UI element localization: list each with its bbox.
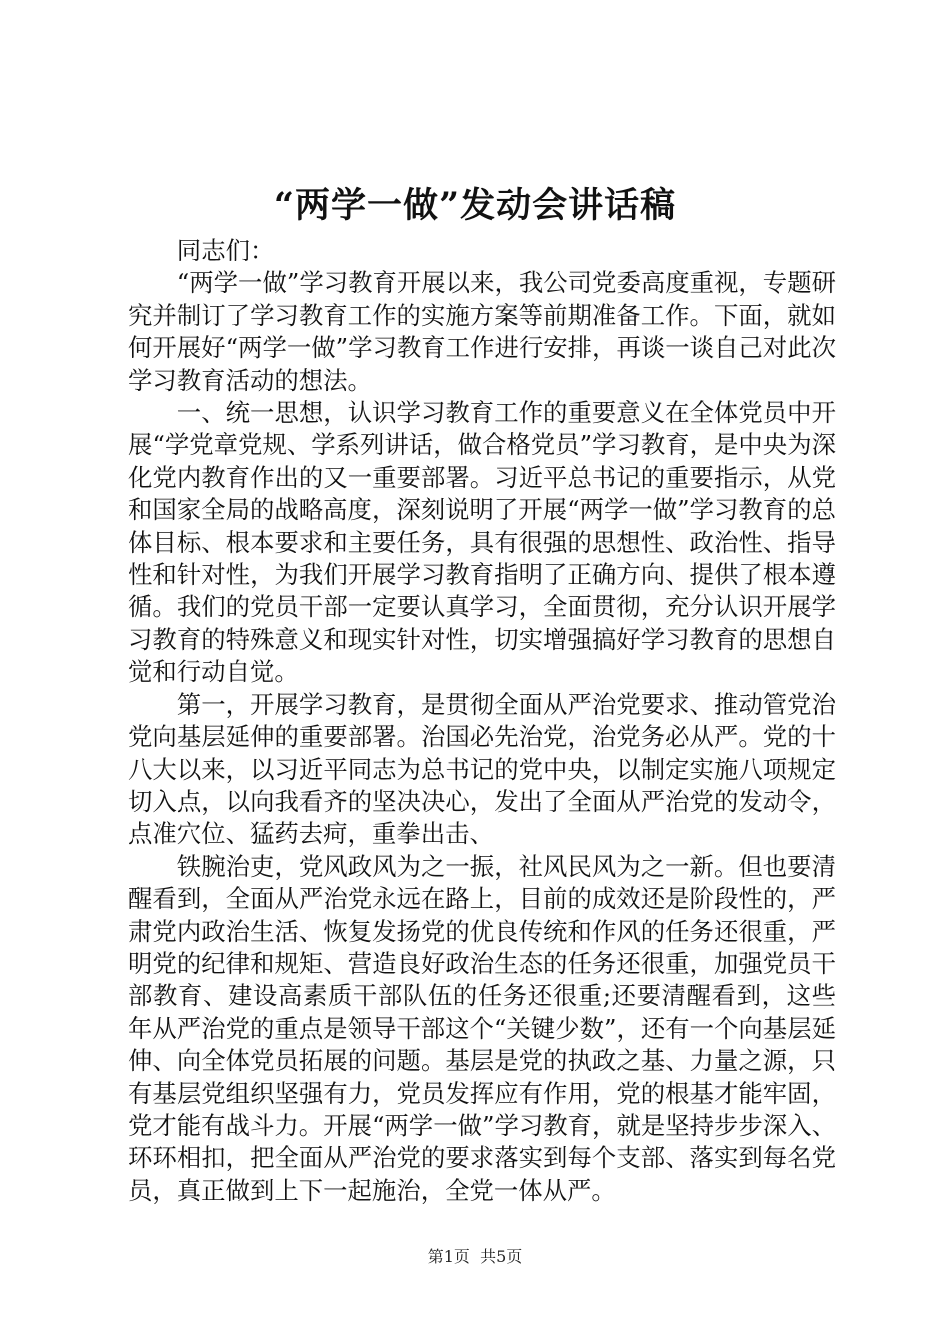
page-footer — [0, 1244, 950, 1267]
section-one-paragraph: 一、统一思想，认识学习教育工作的重要意义在全体党员中开展“学党章党规、学系列讲话，做合格党员”学习教育，是中央为深化党内教育作出的又一重要部署。习近平总书记的重要指示，从党和国家全局的战略高度，深刻说明了开展“两学一做”学习教育的总体目标、根本要求和主要任务，具有很强的思想性、政治性、指导性和针对性，为我们开展学习教育指明了正确方向、提供了根本遵循。我们的党员干部一定要认真学习，全面贯彻，充分认识开展学习教育的特殊意义和现实针对性，切实增强搞好学习教育的思想自觉和行动自觉。 — [128, 398, 836, 687]
document-body — [128, 235, 836, 1207]
page-indicator: 第1页 共5页 — [427, 1247, 523, 1266]
salutation-paragraph: 同志们： — [176, 236, 275, 265]
point-one-paragraph: 第一，开展学习教育，是贯彻全面从严治党要求、推动管党治党向基层延伸的重要部署。治国必先治党，治党务必从严。党的十八大以来，以习近平同志为总书记的党中央，以制定实施八项规定切入点，以向我看齐的坚决决心，发出了全面从严治党的发动令，点准穴位、猛药去疴，重拳出击、 — [128, 689, 836, 849]
intro-paragraph: “两学一做”学习教育开展以来，我公司党委高度重视，专题研究并制订了学习教育工作的实施方案等前期准备工作。下面，就如何开展好“两学一做”学习教育工作进行安排，再谈一谈自己对此次学习教育活动的想法。 — [128, 268, 836, 395]
document-title: “两学一做”发动会讲话稿 — [273, 185, 677, 226]
continuation-paragraph: 铁腕治吏，党风政风为之一振，社风民风为之一新。但也要清醒看到，全面从严治党永远在路上，目前的成效还是阶段性的，严肃党内政治生活、恢复发扬党的优良传统和作风的任务还很重，严明党的纪律和规矩、营造良好政治生态的任务还很重，加强党员干部教育、建设高素质干部队伍的任务还很重;还要清醒看到，这些年从严治党的重点是领导干部这个“关键少数”，还有一个向基层延伸、向全体党员拓展的问题。基层是党的执政之基、力量之源，只有基层党组织坚强有力，党员发挥应有作用，党的根基才能牢固，党才能有战斗力。开展“两学一做”学习教育，就是坚持步步深入、环环相扣，把全面从严治党的要求落实到每个支部、落实到每名党员，真正做到上下一起施治，全党一体从严。 — [128, 851, 836, 1205]
